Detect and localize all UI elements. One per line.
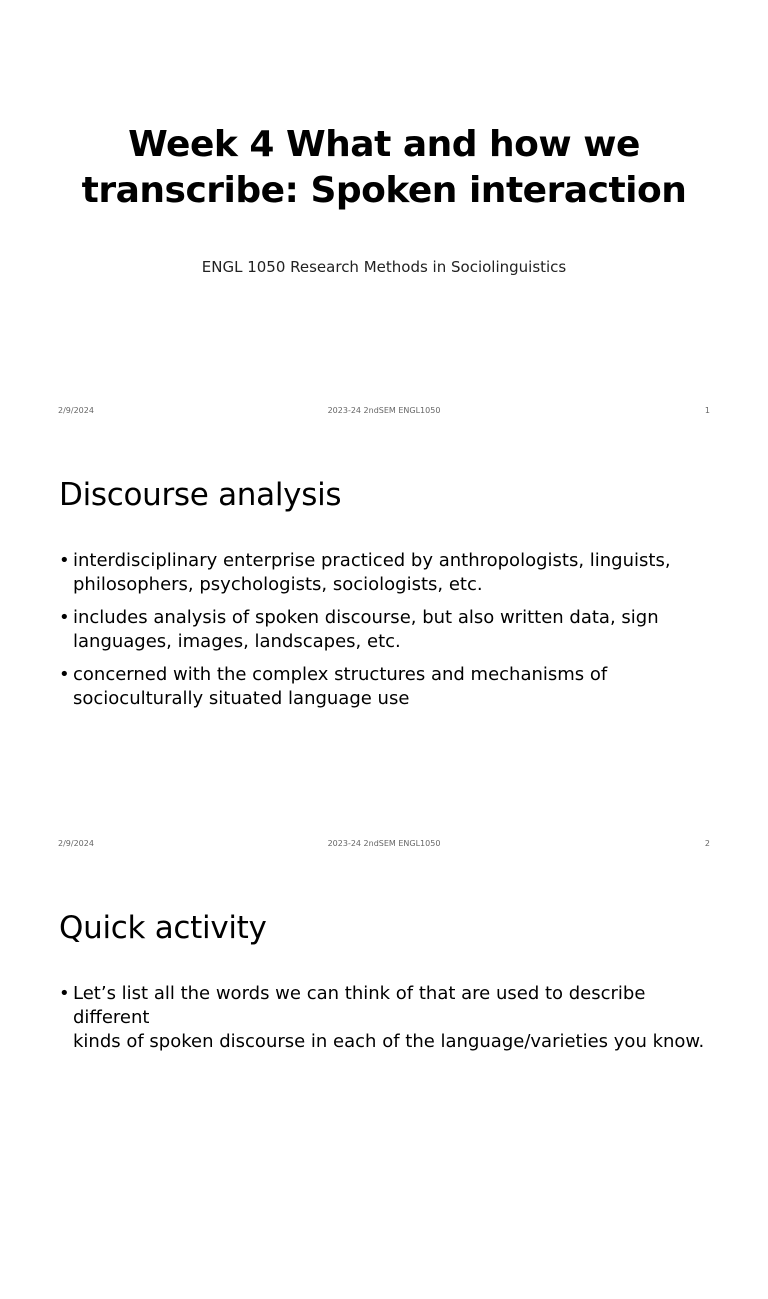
- bullet-text-line: kinds of spoken discourse in each of the language/varieties you know.: [73, 1031, 705, 1052]
- bullet-item: [59, 982, 709, 1054]
- bullet-text-line: languages, images, landscapes, etc.: [73, 631, 401, 652]
- bullet-marker: •: [59, 550, 70, 571]
- slide-2: [0, 433, 768, 866]
- slide-title-line: transcribe: Spoken interaction: [81, 170, 687, 211]
- footer-course: 2023-24 2ndSEM ENGL1050: [327, 406, 441, 415]
- footer-page-number: 1: [704, 406, 710, 415]
- slide-1: [0, 0, 768, 433]
- slide-footer: [58, 839, 710, 851]
- bullet-item: [59, 549, 709, 597]
- footer-page-number: 2: [704, 839, 710, 848]
- bullet-text-line: includes analysis of spoken discourse, but also written data, sign: [73, 607, 659, 628]
- slide-3: [0, 866, 768, 1299]
- bullet-item: [59, 663, 709, 711]
- bullet-list: [59, 982, 709, 1063]
- slide-footer: [58, 406, 710, 418]
- slide-title-line: Week 4 What and how we: [128, 124, 640, 165]
- bullet-text-line: Let’s list all the words we can think of that are used to describe different: [73, 983, 646, 1028]
- footer-course: 2023-24 2ndSEM ENGL1050: [327, 839, 441, 848]
- slide-heading: Discourse analysis: [59, 477, 342, 513]
- bullet-list: [59, 549, 709, 720]
- bullet-marker: •: [59, 607, 70, 628]
- bullet-text-line: philosophers, psychologists, sociologists, etc.: [73, 574, 483, 595]
- slide-title: [60, 122, 708, 214]
- slide-heading: Quick activity: [59, 910, 267, 946]
- bullet-marker: •: [59, 983, 70, 1004]
- bullet-marker: •: [59, 664, 70, 685]
- bullet-text-line: interdisciplinary enterprise practiced by anthropologists, linguists,: [73, 550, 671, 571]
- bullet-item: [59, 606, 709, 654]
- bullet-text-line: socioculturally situated language use: [73, 688, 410, 709]
- bullet-text-line: concerned with the complex structures and mechanisms of: [73, 664, 608, 685]
- footer-date: 2/9/2024: [58, 839, 94, 848]
- slide-subtitle: ENGL 1050 Research Methods in Sociolinguistics: [201, 258, 567, 276]
- footer-date: 2/9/2024: [58, 406, 94, 415]
